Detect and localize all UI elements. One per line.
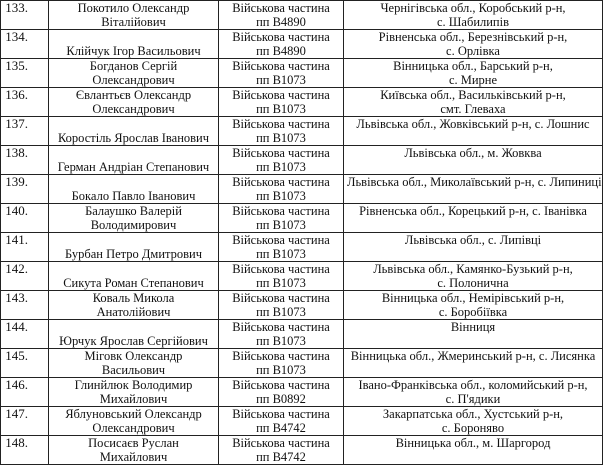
person-name <box>49 262 219 291</box>
place-of-origin-line: с. Бороняво <box>441 421 505 435</box>
table-row <box>1 59 603 88</box>
place-of-origin-line: с. Шабилипів <box>437 15 509 29</box>
person-name-line: Богданов Сергій <box>89 59 178 73</box>
military-unit-line: Військова частина <box>232 117 330 131</box>
table-row <box>1 436 603 465</box>
person-name <box>49 59 219 88</box>
person-name-line: Сикута Роман Степанович <box>63 276 204 290</box>
table-row <box>1 233 603 262</box>
place-of-origin <box>344 175 603 204</box>
military-unit-line: Військова частина <box>232 320 330 334</box>
person-name-line: Міговк Олександр <box>84 349 183 363</box>
military-unit-line: пп В4742 <box>256 450 306 464</box>
table-row <box>1 117 603 146</box>
place-of-origin <box>344 146 603 175</box>
place-of-origin-line: Закарпатська обл., Хустський р-н, <box>382 407 564 421</box>
place-of-origin-line: Чернігівська обл., Коробський р-н, <box>380 1 566 15</box>
person-name-line: Анатолійович <box>96 305 171 319</box>
military-unit <box>219 262 344 291</box>
military-unit-line: пп В1073 <box>256 131 306 145</box>
table-body <box>1 1 603 465</box>
person-name <box>49 1 219 30</box>
place-of-origin <box>344 320 603 349</box>
military-unit-line: пп В4742 <box>256 421 306 435</box>
place-of-origin-line: Львівська обл., Жовківський р-н, с. Лошнис <box>356 117 590 131</box>
place-of-origin-line: Львівська обл., Камянко-Бузький р-н, <box>373 262 573 276</box>
military-unit <box>219 320 344 349</box>
row-number: 140. <box>1 204 49 233</box>
military-unit-line: Військова частина <box>232 233 330 247</box>
person-name <box>49 320 219 349</box>
military-unit-line: пп В1073 <box>256 102 306 116</box>
person-name-line: Олександрович <box>92 421 175 435</box>
row-number: 137. <box>1 117 49 146</box>
military-unit <box>219 233 344 262</box>
military-unit-line: пп В1073 <box>256 363 306 377</box>
place-of-origin-line: Вінниця <box>450 320 496 334</box>
person-name-line: Глинйлюк Володимир <box>74 378 193 392</box>
military-unit-line: Військова частина <box>232 436 330 450</box>
person-name <box>49 117 219 146</box>
military-unit-line: Військова частина <box>232 88 330 102</box>
row-number: 135. <box>1 59 49 88</box>
military-unit <box>219 378 344 407</box>
person-name <box>49 88 219 117</box>
place-of-origin-line: с. Боробіївка <box>438 305 508 319</box>
military-unit-line: пп В1073 <box>256 276 306 290</box>
row-number: 141. <box>1 233 49 262</box>
military-unit-line: Військова частина <box>232 30 330 44</box>
person-name-line: Юрчук Ярослав Сергійович <box>59 334 208 348</box>
person-name-line: Олександрович <box>92 102 175 116</box>
place-of-origin <box>344 59 603 88</box>
military-unit-line: пп В1073 <box>256 160 306 174</box>
person-name <box>49 146 219 175</box>
military-unit <box>219 407 344 436</box>
table-row <box>1 320 603 349</box>
military-unit <box>219 175 344 204</box>
person-name-line: Васильович <box>101 363 166 377</box>
table-row <box>1 88 603 117</box>
person-name-line: Бокало Павло Іванович <box>71 189 196 203</box>
place-of-origin-line: Львівська обл., с. Липівці <box>404 233 542 247</box>
place-of-origin <box>344 117 603 146</box>
place-of-origin-line: Вінницька обл., Немірівський р-н, <box>381 291 565 305</box>
military-unit-line: Військова частина <box>232 378 330 392</box>
military-unit-line: Військова частина <box>232 204 330 218</box>
military-unit <box>219 436 344 465</box>
military-unit-line: пп В4890 <box>256 15 306 29</box>
row-number: 144. <box>1 320 49 349</box>
place-of-origin <box>344 1 603 30</box>
person-name-line: Євлантьєв Олександр <box>75 88 192 102</box>
military-unit-line: Військова частина <box>232 407 330 421</box>
row-number: 139. <box>1 175 49 204</box>
place-of-origin-line: Львівська обл., м. Жовква <box>404 146 542 160</box>
table-row <box>1 30 603 59</box>
place-of-origin-line: с. Полонична <box>437 276 509 290</box>
person-name-line: Яблуновський Олександр <box>65 407 202 421</box>
place-of-origin <box>344 30 603 59</box>
table-row <box>1 407 603 436</box>
table-row <box>1 204 603 233</box>
military-unit-line: пп В1073 <box>256 247 306 261</box>
military-unit <box>219 204 344 233</box>
place-of-origin <box>344 88 603 117</box>
place-of-origin <box>344 204 603 233</box>
military-unit-line: Військова частина <box>232 1 330 15</box>
person-name <box>49 291 219 320</box>
row-number: 145. <box>1 349 49 378</box>
military-unit-line: пп В4890 <box>256 44 306 58</box>
military-unit-line: Військова частина <box>232 175 330 189</box>
military-unit <box>219 88 344 117</box>
person-name-line: Герман Андріан Степанович <box>57 160 210 174</box>
person-name-line: Михайлович <box>99 392 168 406</box>
place-of-origin-line: Вінницька обл., Жмеринський р-н, с. Лисянка <box>350 349 596 363</box>
place-of-origin <box>344 349 603 378</box>
place-of-origin <box>344 291 603 320</box>
military-unit-line: пп В0892 <box>256 392 306 406</box>
row-number: 143. <box>1 291 49 320</box>
person-name-line: Клійчук Ігор Васильович <box>66 44 201 58</box>
military-unit-line: пп В1073 <box>256 189 306 203</box>
military-unit-line: Військова частина <box>232 146 330 160</box>
table-row <box>1 378 603 407</box>
place-of-origin-line: Вінницька обл., м. Шаргород <box>395 436 551 450</box>
person-name <box>49 175 219 204</box>
person-name-line: Коростіль Ярослав Іванович <box>57 131 210 145</box>
place-of-origin-line: Івано-Франківська обл., коломийський р-н, <box>358 378 588 392</box>
military-unit-line: Військова частина <box>232 291 330 305</box>
row-number: 136. <box>1 88 49 117</box>
person-name <box>49 407 219 436</box>
military-unit <box>219 59 344 88</box>
row-number: 146. <box>1 378 49 407</box>
place-of-origin <box>344 233 603 262</box>
military-unit-line: Військова частина <box>232 59 330 73</box>
military-unit <box>219 117 344 146</box>
place-of-origin-line: Львівська обл., Миколаївський р-н, с. Липиниці <box>347 175 602 189</box>
person-name-line: Володимирович <box>90 218 177 232</box>
person-name-line: Бурбан Петро Дмитрович <box>64 247 203 261</box>
person-name-line: Посисаєв Руслан <box>88 436 179 450</box>
military-unit <box>219 349 344 378</box>
row-number: 148. <box>1 436 49 465</box>
military-unit-line: пп В1073 <box>256 334 306 348</box>
military-unit <box>219 1 344 30</box>
place-of-origin <box>344 407 603 436</box>
person-name-line: Михайлович <box>99 450 168 464</box>
military-unit-line: Військова частина <box>232 349 330 363</box>
place-of-origin-line: с. Мирне <box>448 73 498 87</box>
table-row <box>1 175 603 204</box>
row-number: 133. <box>1 1 49 30</box>
place-of-origin-line: Рівненська обл., Корецький р-н, с. Іванівка <box>359 204 587 218</box>
person-name-line: Віталійович <box>101 15 166 29</box>
person-name-line: Покотило Олександр <box>77 1 190 15</box>
person-name <box>49 436 219 465</box>
person-name <box>49 30 219 59</box>
person-name-line: Коваль Микола <box>92 291 175 305</box>
military-unit-line: Військова частина <box>232 262 330 276</box>
table-row <box>1 291 603 320</box>
military-unit <box>219 291 344 320</box>
place-of-origin-line: с. П'ядики <box>445 392 501 406</box>
place-of-origin <box>344 436 603 465</box>
place-of-origin <box>344 262 603 291</box>
place-of-origin-line: Вінницька обл., Барський р-н, <box>393 59 553 73</box>
person-name <box>49 378 219 407</box>
person-name <box>49 349 219 378</box>
place-of-origin-line: Рівненська обл., Березнівський р-н, <box>378 30 568 44</box>
row-number: 138. <box>1 146 49 175</box>
military-unit-line: пп В1073 <box>256 73 306 87</box>
row-number: 134. <box>1 30 49 59</box>
table-row <box>1 262 603 291</box>
place-of-origin-line: Київська обл., Васильківський р-н, <box>380 88 566 102</box>
row-number: 147. <box>1 407 49 436</box>
military-unit-line: пп В1073 <box>256 305 306 319</box>
place-of-origin-line: смт. Глеваха <box>440 102 506 116</box>
table-row <box>1 146 603 175</box>
person-name-line: Олександрович <box>92 73 175 87</box>
person-name <box>49 233 219 262</box>
person-name-line: Балаушко Валерій <box>85 204 182 218</box>
table-row <box>1 349 603 378</box>
person-name <box>49 204 219 233</box>
place-of-origin-line: с. Орлівка <box>446 44 500 58</box>
military-unit <box>219 146 344 175</box>
military-unit <box>219 30 344 59</box>
row-number: 142. <box>1 262 49 291</box>
place-of-origin <box>344 378 603 407</box>
military-unit-line: пп В1073 <box>256 218 306 232</box>
table-row <box>1 1 603 30</box>
